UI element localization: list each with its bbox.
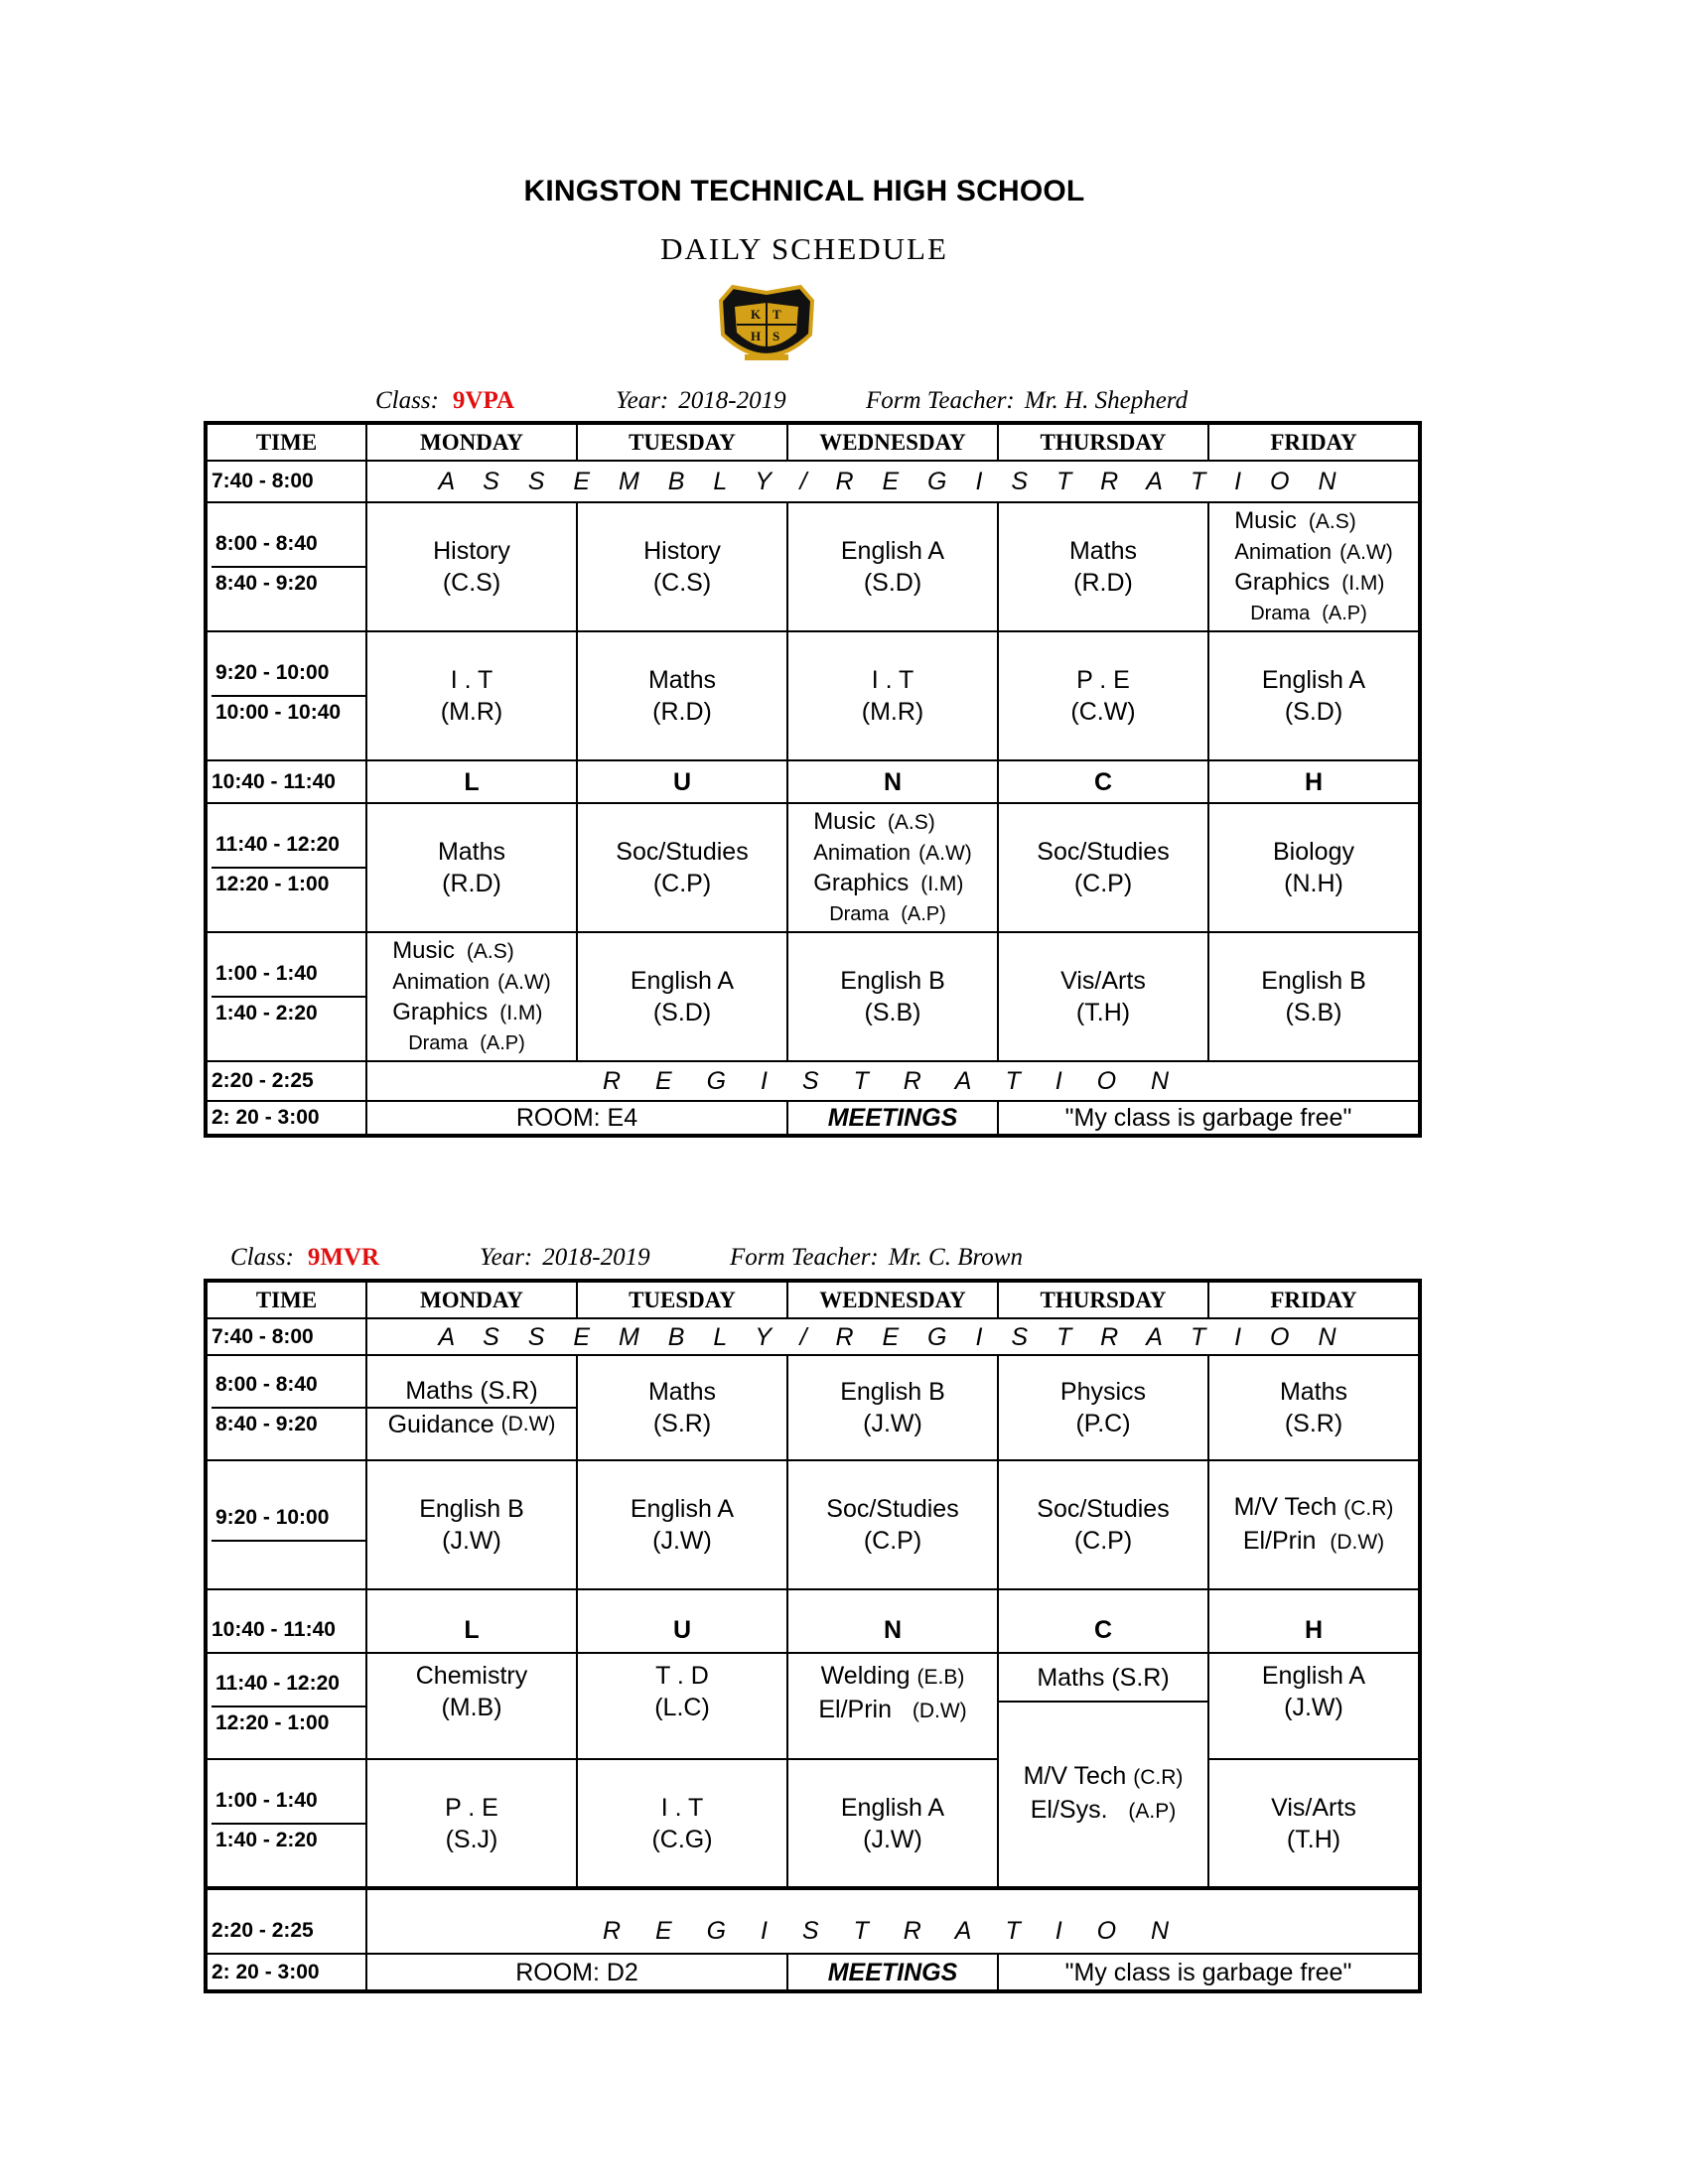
time-slot: 1:00 - 1:40 <box>211 958 365 998</box>
subject-cell <box>577 1759 787 1888</box>
time-slot: 1:40 - 2:20 <box>215 1828 318 1851</box>
time-slot: 11:40 - 12:20 <box>211 829 365 869</box>
time-cell: 2:20 - 2:25 <box>206 1888 366 1954</box>
time-slot: 9:20 - 10:00 <box>211 1502 365 1542</box>
subject-cell <box>366 1653 577 1759</box>
time-slot: 9:20 - 10:00 <box>211 657 365 697</box>
schedule-table-9mvr <box>204 1279 1422 1993</box>
registration-banner: R E G I S T R A T I O N <box>366 1061 1420 1101</box>
meetings-row <box>206 1101 1420 1136</box>
assembly-row <box>206 461 1420 502</box>
subject-name: I . T <box>871 666 914 694</box>
elective-item: Animation (A.W) <box>813 839 972 865</box>
subject-cell <box>998 1355 1208 1460</box>
subject-block <box>999 1703 1207 1885</box>
subject-cell <box>577 1460 787 1589</box>
lunch-letter: L <box>366 760 577 803</box>
subject-name: English A <box>1261 666 1366 694</box>
teacher-initials: (P.C) <box>1075 1410 1131 1437</box>
elective-item: Graphics (I.M) <box>813 869 964 896</box>
header-row <box>206 1281 1420 1318</box>
time-cell: 7:40 - 8:00 <box>206 461 366 502</box>
subject-cell <box>577 932 787 1061</box>
teacher-initials: (T.H) <box>1075 999 1131 1026</box>
time-slot: 8:00 - 8:40 <box>211 528 365 568</box>
subject-name: I . T <box>450 666 493 694</box>
class-info-line-9mvr <box>0 1244 1688 1278</box>
class-label: Class: <box>375 387 439 414</box>
assembly-banner: A S S E M B L Y / R E G I S T R A T I O N <box>366 461 1420 502</box>
subject-cell <box>577 1653 787 1759</box>
subject-cell <box>998 502 1208 631</box>
time-cell: 7:40 - 8:00 <box>206 1318 366 1355</box>
col-monday: MONDAY <box>366 423 577 461</box>
teacher-initials: (J.W) <box>863 1825 922 1853</box>
elective-item: Drama (A.P) <box>1250 602 1367 624</box>
subject-cell <box>1208 932 1420 1061</box>
time-cell: 2: 20 - 3:00 <box>206 1101 366 1136</box>
teacher-initials: (S.R) <box>652 1410 712 1437</box>
form-teacher-label: Form Teacher: <box>730 1244 879 1271</box>
subject-name: Soc/Studies <box>616 838 749 866</box>
subject-name: M/V Tech (C.R) <box>1023 1762 1184 1790</box>
lunch-row <box>206 760 1420 803</box>
time-cell: 10:40 - 11:40 <box>206 760 366 803</box>
subject-name: Chemistry <box>415 1662 528 1690</box>
subject-name: History <box>643 537 721 565</box>
subject-cell <box>1208 631 1420 760</box>
subject-name: P . E <box>1076 666 1130 694</box>
teacher-initials: (S.J) <box>445 1825 498 1853</box>
elective-item: Graphics (I.M) <box>1234 568 1385 596</box>
period-1-row <box>206 502 1420 631</box>
year-label: Year: <box>616 387 669 414</box>
subject-name: I . T <box>660 1793 704 1822</box>
lunch-letter: C <box>998 1589 1208 1653</box>
logo-letter-h: H <box>751 329 762 343</box>
time-slot: 12:20 - 1:00 <box>215 1710 330 1734</box>
subject-name: Maths <box>647 666 717 694</box>
subject-name: P . E <box>445 1793 498 1822</box>
logo-letter-s: S <box>773 329 780 343</box>
lunch-row <box>206 1589 1420 1653</box>
subject-cell <box>998 803 1208 932</box>
time-cell-split <box>206 1653 366 1759</box>
meetings-cell: MEETINGS <box>787 1954 998 1991</box>
col-tuesday: TUESDAY <box>577 1281 787 1318</box>
teacher-initials: (C.P) <box>652 870 712 897</box>
class-info-line-9vpa <box>0 387 1688 421</box>
elective-item: Animation (A.W) <box>1234 538 1393 564</box>
elective-item: Animation (A.W) <box>392 968 551 994</box>
subject-cell <box>787 1355 998 1460</box>
lunch-letter: H <box>1208 1589 1420 1653</box>
subject-cell <box>1208 1355 1420 1460</box>
subject-cell <box>366 631 577 760</box>
split-subject-cell <box>366 1355 577 1460</box>
subject-name: El/Prin (D.W) <box>1242 1527 1385 1555</box>
subject-name: Maths <box>437 838 506 866</box>
logo-letter-k: K <box>751 307 762 322</box>
subject-cell <box>998 932 1208 1061</box>
slogan-cell: "My class is garbage free" <box>998 1954 1420 1991</box>
subject-cell <box>1208 803 1420 932</box>
time-slot: 10:00 - 10:40 <box>215 701 342 724</box>
period-3-row <box>206 1653 1420 1759</box>
teacher-initials: (S.D) <box>652 999 712 1026</box>
teacher-initials: (C.G) <box>651 1825 713 1853</box>
subject-name: Maths <box>647 1378 717 1406</box>
subject-cell <box>998 1460 1208 1589</box>
teacher-initials: (R.D) <box>652 698 712 726</box>
period-2-row <box>206 1460 1420 1589</box>
lunch-letter: C <box>998 760 1208 803</box>
teacher-initials: (L.C) <box>654 1694 710 1721</box>
elective-list <box>1234 506 1393 628</box>
subject-cell <box>366 1460 577 1589</box>
subject-cell <box>1208 1653 1420 1759</box>
assembly-banner: A S S E M B L Y / R E G I S T R A T I O N <box>366 1318 1420 1355</box>
col-thursday: THURSDAY <box>998 1281 1208 1318</box>
teacher-initials: (S.B) <box>864 999 921 1026</box>
subject-name: Soc/Studies <box>1037 1495 1170 1523</box>
subject-name: T . D <box>655 1662 709 1690</box>
subject-name: English A <box>840 537 945 565</box>
col-time: TIME <box>206 423 366 461</box>
col-wednesday: WEDNESDAY <box>787 423 998 461</box>
subject-name: Vis/Arts <box>1060 967 1146 995</box>
header-row <box>206 423 1420 461</box>
assembly-row <box>206 1318 1420 1355</box>
subject-name: English B <box>840 1378 945 1406</box>
subject-name: El/Sys. (A.P) <box>1030 1796 1177 1824</box>
elective-item: Music (A.S) <box>392 936 514 964</box>
period-4-row <box>206 932 1420 1061</box>
elective-cell <box>1208 502 1420 631</box>
time-slot: 8:40 - 9:20 <box>215 1413 318 1435</box>
teacher-initials: (C.P) <box>1073 1527 1133 1555</box>
teacher-initials: (T.H) <box>1286 1825 1341 1853</box>
time-cell: 2: 20 - 3:00 <box>206 1954 366 1991</box>
teacher-initials: (S.D) <box>863 569 922 597</box>
lunch-letter: H <box>1208 760 1420 803</box>
time-cell-split <box>206 803 366 932</box>
elective-item: Music (A.S) <box>813 807 935 835</box>
elective-cell <box>366 932 577 1061</box>
col-tuesday: TUESDAY <box>577 423 787 461</box>
registration-row <box>206 1061 1420 1101</box>
teacher-initials: (R.D) <box>442 870 501 897</box>
teacher-initials: (C.P) <box>1073 870 1133 897</box>
period-4-row <box>206 1759 1420 1888</box>
class-code: 9VPA <box>452 387 514 414</box>
subject-name: Biology <box>1273 838 1354 866</box>
period-1-row <box>206 1355 1420 1460</box>
meetings-row <box>206 1954 1420 1991</box>
elective-item: Graphics (I.M) <box>392 998 543 1025</box>
subject-cell <box>787 1460 998 1589</box>
time-slot: 8:00 - 8:40 <box>211 1369 365 1409</box>
subject-cell <box>998 631 1208 760</box>
subject-name: Maths (S.R) <box>367 1375 576 1409</box>
time-slot: 12:20 - 1:00 <box>215 873 330 895</box>
time-cell-split <box>206 1759 366 1888</box>
teacher-initials: (C.S) <box>442 569 501 597</box>
slogan-cell: "My class is garbage free" <box>998 1101 1420 1136</box>
subject-cell <box>366 502 577 631</box>
subject-name: History <box>433 537 510 565</box>
subject-name: Welding (E.B) <box>820 1662 965 1690</box>
lunch-letter: N <box>787 760 998 803</box>
col-friday: FRIDAY <box>1208 1281 1420 1318</box>
elective-item: Drama (A.P) <box>408 1031 525 1054</box>
time-slot: 1:40 - 2:20 <box>215 1002 318 1024</box>
schedule-table-9vpa <box>204 421 1422 1138</box>
time-cell: 10:40 - 11:40 <box>206 1589 366 1653</box>
subject-cell <box>787 502 998 631</box>
time-slot: 8:40 - 9:20 <box>215 572 318 595</box>
form-teacher-label: Form Teacher: <box>866 387 1015 414</box>
split-subject-cell <box>998 1653 1208 1888</box>
subject-name: Physics <box>1059 1378 1147 1406</box>
subject-name: Soc/Studies <box>826 1495 959 1523</box>
col-time: TIME <box>206 1281 366 1318</box>
class-label: Class: <box>230 1244 294 1271</box>
year-value: 2018-2019 <box>542 1244 650 1271</box>
form-teacher-value: Mr. H. Shepherd <box>1024 387 1189 414</box>
teacher-initials: (J.W) <box>1284 1694 1343 1721</box>
subject-name: M/V Tech (C.R) <box>1233 1493 1394 1521</box>
subject-name: El/Prin (D.W) <box>818 1696 967 1723</box>
elective-cell <box>787 803 998 932</box>
subject-name: Maths <box>1279 1378 1348 1406</box>
time-slot: 1:00 - 1:40 <box>211 1785 365 1825</box>
subject-cell <box>577 631 787 760</box>
registration-row <box>206 1888 1420 1954</box>
teacher-initials: (N.H) <box>1284 870 1343 897</box>
col-monday: MONDAY <box>366 1281 577 1318</box>
time-cell: 2:20 - 2:25 <box>206 1061 366 1101</box>
teacher-initials: (S.B) <box>1285 999 1342 1026</box>
teacher-initials: (M.R) <box>861 698 924 726</box>
teacher-initials: (C.P) <box>863 1527 922 1555</box>
teacher-initials: (M.B) <box>441 1694 502 1721</box>
subject-name: Soc/Studies <box>1037 838 1170 866</box>
subject-cell <box>1208 1759 1420 1888</box>
teacher-initials: (S.D) <box>1284 698 1343 726</box>
form-teacher-value: Mr. C. Brown <box>888 1244 1023 1271</box>
subject-name: English A <box>840 1793 945 1822</box>
time-slot <box>211 1542 365 1548</box>
time-cell-split <box>206 502 366 631</box>
teacher-initials: (J.W) <box>652 1527 712 1555</box>
subject-cell <box>366 803 577 932</box>
subject-cell <box>787 932 998 1061</box>
subject-cell <box>577 1355 787 1460</box>
teacher-initials: (S.R) <box>1284 1410 1343 1437</box>
room-cell: ROOM: E4 <box>366 1101 787 1136</box>
school-crest-logo <box>715 281 818 364</box>
class-code: 9MVR <box>307 1244 380 1271</box>
time-cell-split <box>206 1355 366 1460</box>
time-cell-split <box>206 932 366 1061</box>
lunch-letter: U <box>577 1589 787 1653</box>
year-value: 2018-2019 <box>678 387 786 414</box>
teacher-initials: (M.R) <box>440 698 503 726</box>
teacher-initials: (J.W) <box>442 1527 501 1555</box>
time-slot: 11:40 - 12:20 <box>211 1668 365 1707</box>
lunch-letter: L <box>366 1589 577 1653</box>
meetings-cell: MEETINGS <box>787 1101 998 1136</box>
subject-cell <box>366 1759 577 1888</box>
elective-item: Drama (A.P) <box>829 902 946 925</box>
period-2-row <box>206 631 1420 760</box>
registration-banner: R E G I S T R A T I O N <box>366 1888 1420 1954</box>
subject-cell <box>1208 1460 1420 1589</box>
lunch-letter: U <box>577 760 787 803</box>
subject-cell <box>787 1653 998 1759</box>
period-3-row <box>206 803 1420 932</box>
elective-list <box>392 936 551 1058</box>
col-wednesday: WEDNESDAY <box>787 1281 998 1318</box>
subject-name: Maths <box>1068 537 1138 565</box>
teacher-initials: (R.D) <box>1073 569 1133 597</box>
teacher-initials: (J.W) <box>863 1410 922 1437</box>
teacher-initials: (C.S) <box>652 569 712 597</box>
col-friday: FRIDAY <box>1208 423 1420 461</box>
subject-name: Maths (S.R) <box>999 1655 1207 1703</box>
elective-list <box>813 807 972 929</box>
subject-cell <box>787 631 998 760</box>
subject-name: Vis/Arts <box>1271 1793 1356 1822</box>
time-cell-split <box>206 1460 366 1589</box>
subject-name: Guidance (D.W) <box>387 1411 556 1438</box>
subject-name: English B <box>840 967 945 995</box>
logo-letter-t: T <box>773 307 781 322</box>
document-title: DAILY SCHEDULE <box>660 231 948 266</box>
subject-name: English A <box>1261 1662 1366 1690</box>
room-cell: ROOM: D2 <box>366 1954 787 1991</box>
elective-item: Music (A.S) <box>1234 506 1356 534</box>
col-thursday: THURSDAY <box>998 423 1208 461</box>
subject-name: English A <box>630 967 735 995</box>
subject-name: English B <box>419 1495 524 1523</box>
year-label: Year: <box>480 1244 533 1271</box>
subject-name: English A <box>630 1495 735 1523</box>
subject-name: English B <box>1261 967 1366 995</box>
school-name: KINGSTON TECHNICAL HIGH SCHOOL <box>523 175 1085 207</box>
time-cell-split <box>206 631 366 760</box>
teacher-initials: (C.W) <box>1070 698 1136 726</box>
subject-cell <box>577 502 787 631</box>
subject-cell <box>577 803 787 932</box>
lunch-letter: N <box>787 1589 998 1653</box>
subject-cell <box>787 1759 998 1888</box>
